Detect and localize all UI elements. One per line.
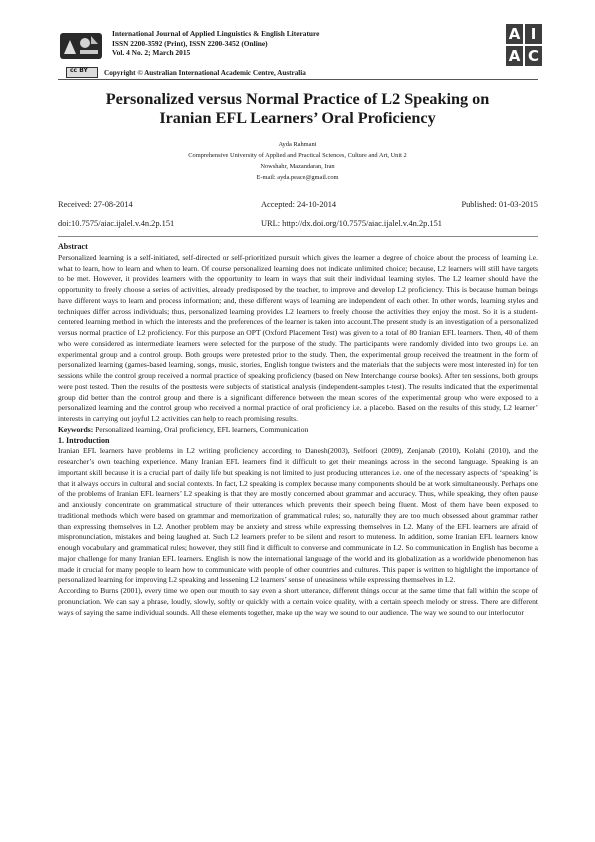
article-body — [58, 242, 538, 618]
keywords-label: Keywords: — [58, 424, 94, 434]
doi-url-link[interactable]: URL: http://dx.doi.org/10.7575/aiac.ijalel.v.4n.2p.151 — [261, 219, 442, 228]
author-affiliation: Comprehensive University of Applied and Practical Sciences, Culture and Art, Unit 2 — [188, 152, 407, 159]
keywords-line — [58, 425, 538, 436]
aiac-letter-3: A — [506, 46, 523, 66]
accepted-date: Accepted: 24-10-2014 — [261, 200, 337, 209]
introduction-paragraph-1: Iranian EFL learners have problems in L2 writing proficiency according to Danesh(2003), Seifoori (2009), Zenjanab (2010), Kolahi (2010), and the researcher’s own teaching experience. Many Iranian EFL learners find it difficult to get their meanings across in the second language. Speaking is an important skill because it is a crucial part of daily life but speaking is not limited to just producing utterances i.e. one of the necessary aspects of ‘speaking’ is that it always occurs in cultural and social contexts. In fact, L2 speaking is complex because many components should be at work simultaneously. Perhaps one of the problems of Iranian EFL learners’ L2 speaking is that they are mostly concerned about grammar and accuracy. Thus, while speaking, they often pause and anxiously concentrate on grammatical structure of their utterances which prevents their speech being fluent. Most of them have been exposed to traditional methods which were based on grammar and memorization of grammatical rules; so, naturally they are too much obsessed about grammar rather than expressing themselves in L2. Another problem may be anxiety and stress while expressing themselves in L2. Many of the EFL learners are afraid of mispronunciation, mistakes and being laughed at. Such L2 learners prefer to be silent and resort to muteness. In addition, some Iranian EFL learners know enough vocabulary and grammatical rules; however, they still find it difficult to converse and communicate in L2. So communication in English has become a major challenge for many Iranian EFL learners. English is now the international language of the world and its globalization as a worldwide phenomenon has made it crucial for many people to learn how to communicate with people of other countries and cultures. This paper is written to highlight the importance of personalized learning for improving L2 speaking and lessening L2 learners’ sense of uneasiness while expressing themselves in L2. — [58, 446, 538, 585]
aiac-letter-1: A — [506, 24, 523, 44]
title-line-2: Iranian EFL Learners’ Oral Proficiency — [159, 109, 436, 127]
introduction-paragraph-2: According to Burns (2001), every time we open our mouth to say even a short utterance, different things occur at the same time that fall within the scope of pronunciation. We can say a phrase, loudly, slowly, softly or quickly with a certain voice quality, with a certain speech melody or stress. There are different ways of saying the same individual sounds. All these elements together, make up the way we sound to our audience. The way we sound to our interlocutor — [58, 586, 538, 617]
author-name: Ayda Rahmani — [278, 141, 317, 148]
received-date: Received: 27-08-2014 — [58, 200, 133, 209]
aiac-letter-2: I — [525, 24, 542, 44]
dates-divider — [58, 236, 538, 237]
doi-text: doi:10.7575/aiac.ijalel.v.4n.2p.151 — [58, 219, 175, 228]
aiac-logo — [506, 24, 542, 66]
copyright-text: Copyright © Australian International Academic Centre, Australia — [104, 68, 306, 77]
journal-volume: Vol. 4 No. 2; March 2015 — [112, 48, 191, 58]
author-block — [100, 139, 495, 183]
dates-row — [58, 199, 538, 218]
author-location: Nowshahr, Mazandaran, Iran — [260, 163, 335, 170]
journal-logo — [58, 30, 104, 62]
aiac-letter-4: C — [525, 46, 542, 66]
published-date: Published: 01-03-2015 — [461, 200, 538, 209]
article-title — [40, 90, 555, 128]
header-divider — [58, 79, 538, 80]
title-line-1: Personalized versus Normal Practice of L2 Speaking on — [105, 90, 490, 108]
journal-name: International Journal of Applied Linguistics & English Literature — [112, 29, 320, 38]
cc-badge-text: cc BY — [70, 67, 88, 74]
abstract-heading: Abstract — [58, 242, 88, 251]
doi-row — [58, 218, 538, 237]
journal-info — [112, 29, 472, 58]
journal-issn: ISSN 2200-3592 (Print), ISSN 2200-3452 (Online) — [112, 38, 268, 48]
abstract-text: Personalized learning is a self-initiated, self-directed or self-prioritized pursuit which gives the learner a degree of choice about the process of learning i.e. what to learn, how to learn and when to learn. Of course personalized learning does not indicate unlimited choice; because, L2 learners will still have targets to be met. However, it provides learners with the opportunity to learn in ways that suit their individual learning styles. The L2 learner should have the opportunity to freely choose a series of activities, already predisposed by the teacher, to improve and develop L2 proficiency. This is because human beings have different ways to learn and process information; and, these different ways of learning are independent of each other. In other words, learning styles and techniques differ across individuals; thus, personalized learning provides L2 learners to freely choose the activities they enjoy the most. So it is a student-centered learning method in which the interests and the preferences of the learner is taken into account.The present study is an investigation of a personalized versus normal practice of L2 proficiency. For this purpose an OPT (Oxford Placement Test) was given to a total of 80 Iranian EFL learners. Then, 40 of them who were considered as intermediate learners were selected for the purpose of the study. The participants were randomly divided into two groups i.e. an experimental group and a control group. Both groups were pretested prior to the study. Then, the experimental group received the treatment in the form of personalized learning (games-based learning, songs, music, stories, English tongue twisters and the materials that the subjects were most interested in) for ten sessions while the control group received a normal practice of speaking proficiency (based on New Interchange course books). After ten sessions, both groups were post tested. Then the results of the posttests were subjects of statistical analysis (independent-samples t-test). The results indicated that the experimental group did better than the control group and there is a significant difference between the mean scores of the experimental group who were exposed to a personalized learning and the control group who received a normal practice of oral proficiency i.e. a placebo. Based on the results of this study, L2 learner’ interests in carrying out joyful L2 activities can help to reach promising results. — [58, 252, 538, 423]
cc-by-license-icon — [66, 67, 98, 78]
keywords-list: Personalized learning, Oral proficiency, EFL learners, Communication — [93, 424, 309, 434]
article-dates — [58, 199, 538, 237]
copyright-row — [66, 67, 306, 78]
author-email: E-mail: ayda.peace@gmail.com — [256, 174, 339, 181]
introduction-heading: 1. Introduction — [58, 435, 110, 445]
